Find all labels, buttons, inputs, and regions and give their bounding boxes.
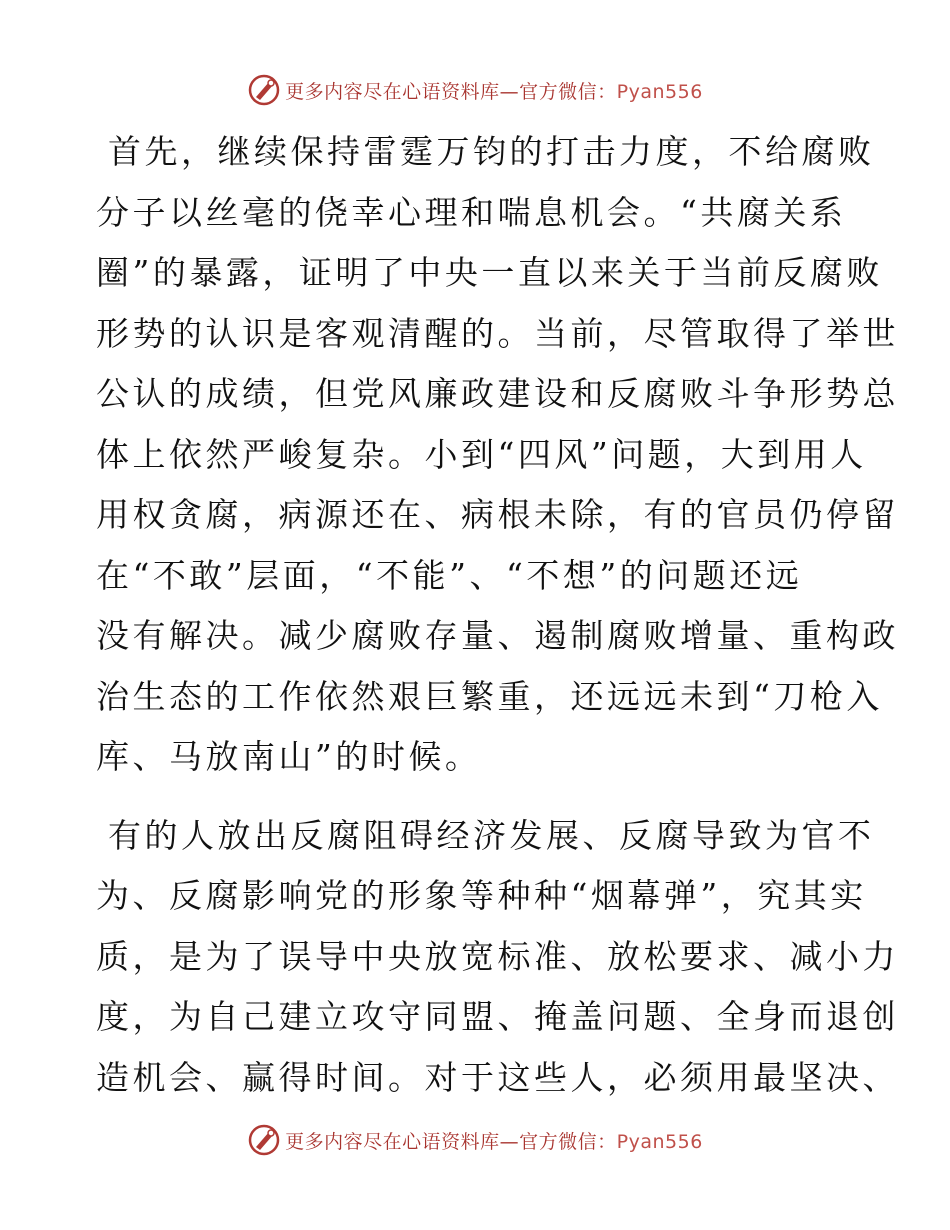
document-body — [96, 122, 899, 1126]
header-banner — [0, 70, 950, 110]
text-line: 库、马放南山”的时候。 — [96, 737, 482, 776]
footer-text: 更多内容尽在心语资料库—官方微信：Pyan556 — [285, 1130, 703, 1153]
text-line: 体上依然严峻复杂。小到“四风”问题，大到用人 — [96, 434, 867, 474]
logo-icon — [247, 1123, 281, 1157]
text-line: 造机会、赢得时间。对于这些人，必须用最坚决、 — [96, 1057, 899, 1097]
text-line: 有的人放出反腐阻碍经济发展、反腐导致为官不 — [108, 815, 875, 855]
text-line: 形势的认识是客观清醒的。当前，尽管取得了举世 — [96, 313, 899, 353]
text-line: 质，是为了误导中央放宽标准、放松要求、减小力 — [96, 936, 899, 976]
text-line: 为、反腐影响党的形象等种种“烟幕弹”，究其实 — [96, 876, 867, 915]
header-text: 更多内容尽在心语资料库—官方微信：Pyan556 — [285, 80, 703, 103]
text-line: 圈”的暴露，证明了中央一直以来关于当前反腐败 — [96, 253, 883, 292]
text-line: 没有解决。减少腐败存量、遏制腐败增量、重构政 — [96, 616, 899, 655]
text-line: 用权贪腐，病源还在、病根未除，有的官员仍停留 — [96, 495, 899, 534]
paragraph-2 — [96, 806, 899, 1109]
text-line: 公认的成绩，但党风廉政建设和反腐败斗争形势总 — [96, 374, 899, 413]
text-line: 在“不敢”层面，“不能”、“不想”的问题还远 — [96, 555, 803, 595]
logo-icon — [247, 73, 281, 107]
text-line: 治生态的工作依然艰巨繁重，还远远未到“刀枪入 — [96, 676, 883, 716]
footer-wechat-id: Pyan556 — [616, 1130, 703, 1153]
text-line: 分子以丝毫的侥幸心理和喘息机会。“共腐关系 — [96, 192, 847, 232]
text-line: 首先，继续保持雷霆万钧的打击力度，不给腐败 — [108, 132, 875, 171]
footer-banner — [0, 1120, 950, 1160]
text-line: 度，为自己建立攻守同盟、掩盖问题、全身而退创 — [96, 997, 899, 1036]
header-wechat-id: Pyan556 — [616, 80, 703, 103]
paragraph-1 — [96, 122, 899, 788]
